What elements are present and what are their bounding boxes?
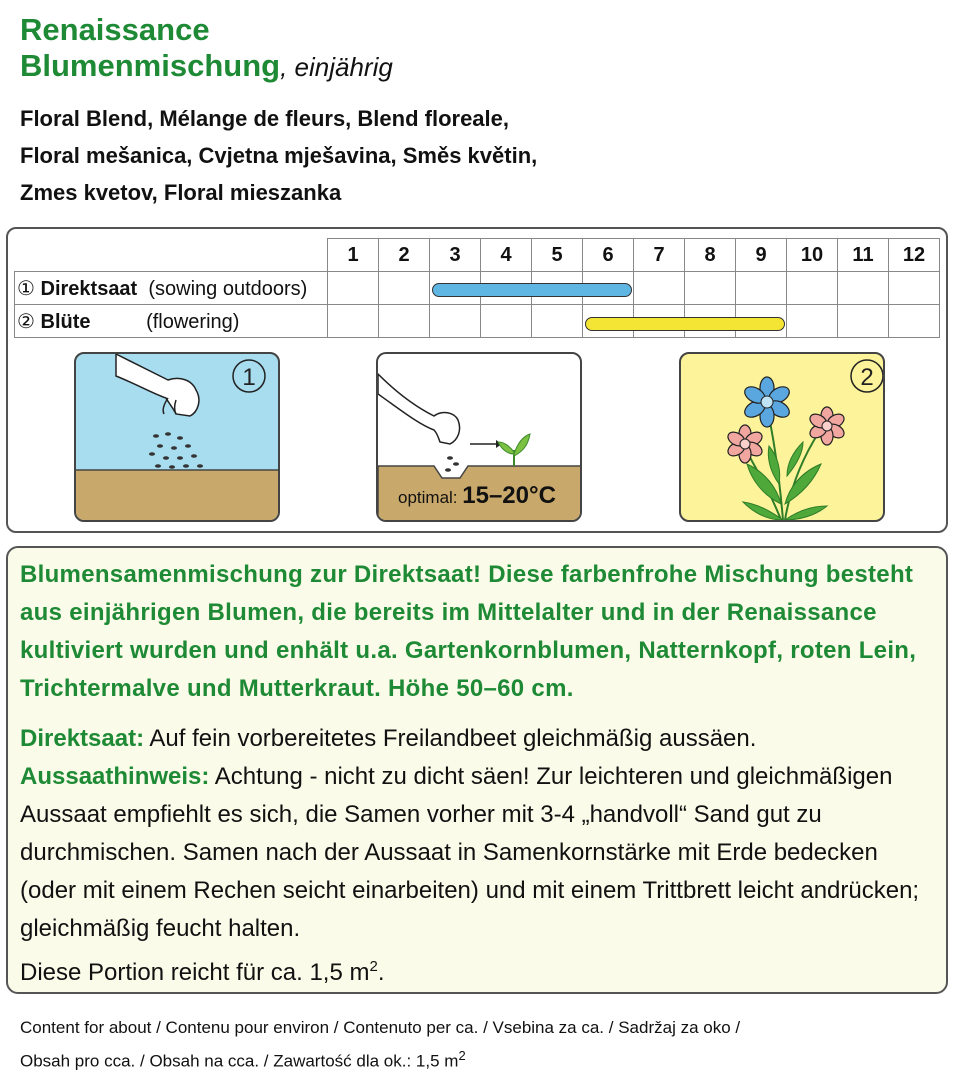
optimal-temperature: optimal: 15–20°C	[398, 482, 556, 509]
month-header: 5	[532, 239, 583, 272]
month-header: 10	[787, 239, 838, 272]
product-title	[20, 12, 393, 85]
flowers-icon	[681, 354, 885, 522]
translated-names	[20, 100, 537, 211]
row-label: ② Blüte (flowering)	[15, 305, 328, 338]
calendar-row-flowering	[15, 305, 940, 338]
month-header: 7	[634, 239, 685, 272]
names-line: Zmes kvetov, Floral mieszanka	[20, 180, 342, 205]
row-label: ① Direktsaat (sowing outdoors)	[15, 272, 328, 305]
month-header: 9	[736, 239, 787, 272]
hinweis-label: Aussaathinweis:	[20, 763, 210, 790]
month-header: 12	[889, 239, 940, 272]
month-header: 1	[328, 239, 379, 272]
month-header: 2	[379, 239, 430, 272]
calendar-header-row	[15, 239, 940, 272]
hinweis-paragraph: Aussaathinweis: Achtung - nicht zu dicht säen! Zur leichteren und gleichmäßigen Aussaat empfiehlt es sich, die Samen vorher mit 3-4 „handvoll“ Sand gut zu durchmischen. Samen nach der Aussaat in Samenkornstärke mit Erde bedecken (oder mit einem Rechen seicht einarbeiten) und mit einem Trittbrett leicht andrücken; gleichmäßig feucht halten.	[20, 763, 920, 942]
title-subtitle: , einjährig	[280, 52, 393, 82]
title-line2	[20, 48, 393, 85]
names-line: Floral Blend, Mélange de fleurs, Blend floreale,	[20, 106, 509, 131]
direktsaat-label: Direktsaat:	[20, 725, 145, 752]
month-header: 6	[583, 239, 634, 272]
month-header: 3	[430, 239, 481, 272]
germination-illustration	[376, 352, 582, 522]
content-footer	[20, 1014, 740, 1076]
names-line: Floral mešanica, Cvjetna mješavina, Směs květin,	[20, 143, 538, 168]
portion-paragraph: Diese Portion reicht für ca. 1,5 $m^2$.	[20, 958, 385, 986]
description-intro: Blumensamenmischung zur Direktsaat! Diese farbenfrohe Mischung besteht aus einjährigen Blumen, die bereits im Mittelalter und in der Renaissance kultiviert wurden und enhält u.a. Gartenkornblumen, Natternkopf, roten Lein, Trichtermalve und Mutterkraut. Höhe 50–60 cm.	[20, 561, 917, 702]
footer-line1: Content for about / Contenu pour environ / Contenuto per ca. / Vsebina za ca. / Sadržaj za oko /	[20, 1018, 741, 1037]
svg-text:1: 1	[242, 364, 256, 391]
direktsaat-paragraph: Direktsaat: Auf fein vorbereitetes Freilandbeet gleichmäßig aussäen.	[20, 725, 757, 752]
title-line1: Renaissance	[20, 12, 210, 47]
sowing-period-bar	[432, 283, 632, 297]
footer-line2: Obsah pro cca. / Obsah na cca. / Zawartość dla ok.: 1,5 $m^2$	[20, 1048, 466, 1071]
hand-sowing-icon	[76, 354, 280, 522]
description-body	[20, 720, 935, 992]
sowing-illustration	[74, 352, 280, 522]
month-header: 11	[838, 239, 889, 272]
title-main: Blumenmischung	[20, 48, 281, 83]
month-header: 4	[481, 239, 532, 272]
flowering-illustration	[679, 352, 885, 522]
svg-text:2: 2	[860, 364, 874, 391]
flowering-period-bar	[585, 317, 785, 331]
month-header: 8	[685, 239, 736, 272]
